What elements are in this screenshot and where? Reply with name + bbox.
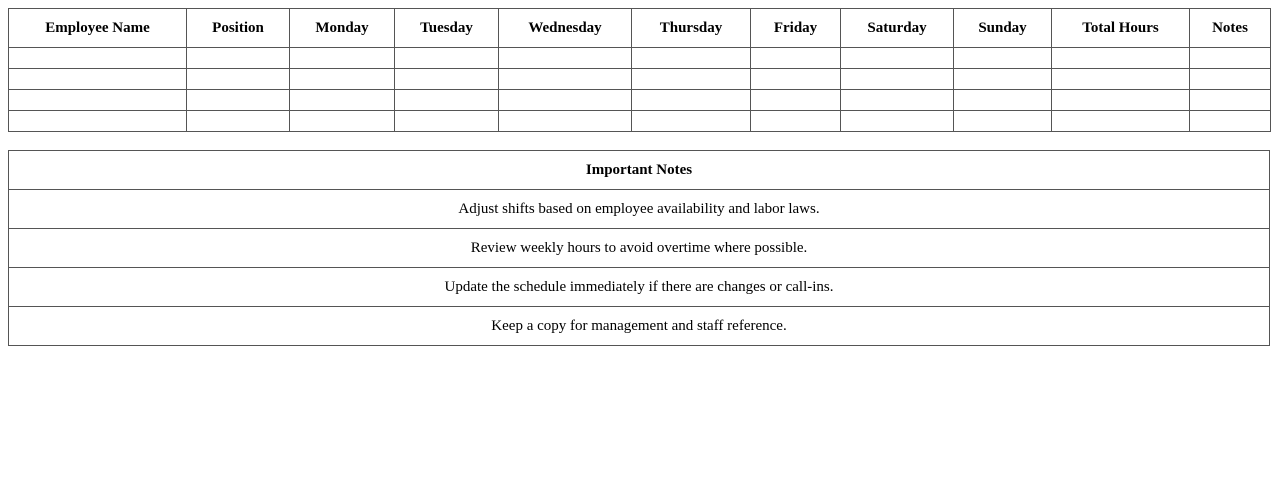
important-notes-table [8, 150, 1270, 346]
cell-notes[interactable] [1190, 69, 1271, 90]
header-saturday: Saturday [841, 9, 954, 48]
notes-header-row [9, 151, 1270, 190]
cell-thursday[interactable] [632, 48, 751, 69]
table-row [9, 69, 1271, 90]
note-text: Adjust shifts based on employee availability and labor laws. [9, 190, 1270, 229]
table-row [9, 90, 1271, 111]
notes-title: Important Notes [9, 151, 1270, 190]
cell-tuesday[interactable] [395, 111, 499, 132]
header-tuesday: Tuesday [395, 9, 499, 48]
cell-monday[interactable] [290, 90, 395, 111]
cell-position[interactable] [187, 111, 290, 132]
cell-sunday[interactable] [954, 48, 1052, 69]
header-position: Position [187, 9, 290, 48]
cell-wednesday[interactable] [499, 48, 632, 69]
cell-position[interactable] [187, 90, 290, 111]
cell-employee-name[interactable] [9, 111, 187, 132]
cell-position[interactable] [187, 48, 290, 69]
schedule-table [8, 8, 1271, 132]
cell-position[interactable] [187, 69, 290, 90]
cell-employee-name[interactable] [9, 48, 187, 69]
cell-total-hours[interactable] [1052, 48, 1190, 69]
cell-tuesday[interactable] [395, 90, 499, 111]
cell-wednesday[interactable] [499, 69, 632, 90]
cell-employee-name[interactable] [9, 69, 187, 90]
cell-total-hours[interactable] [1052, 69, 1190, 90]
cell-notes[interactable] [1190, 48, 1271, 69]
cell-tuesday[interactable] [395, 69, 499, 90]
cell-thursday[interactable] [632, 69, 751, 90]
header-notes: Notes [1190, 9, 1271, 48]
header-sunday: Sunday [954, 9, 1052, 48]
note-text: Review weekly hours to avoid overtime where possible. [9, 229, 1270, 268]
cell-notes[interactable] [1190, 111, 1271, 132]
cell-monday[interactable] [290, 111, 395, 132]
cell-sunday[interactable] [954, 111, 1052, 132]
cell-saturday[interactable] [841, 90, 954, 111]
table-row [9, 111, 1271, 132]
list-item [9, 268, 1270, 307]
cell-saturday[interactable] [841, 111, 954, 132]
list-item [9, 229, 1270, 268]
list-item [9, 190, 1270, 229]
cell-notes[interactable] [1190, 90, 1271, 111]
cell-monday[interactable] [290, 69, 395, 90]
list-item [9, 307, 1270, 346]
cell-employee-name[interactable] [9, 90, 187, 111]
header-employee-name: Employee Name [9, 9, 187, 48]
cell-saturday[interactable] [841, 69, 954, 90]
cell-monday[interactable] [290, 48, 395, 69]
cell-wednesday[interactable] [499, 111, 632, 132]
cell-thursday[interactable] [632, 111, 751, 132]
cell-friday[interactable] [751, 111, 841, 132]
cell-friday[interactable] [751, 48, 841, 69]
note-text: Update the schedule immediately if there are changes or call-ins. [9, 268, 1270, 307]
header-total-hours: Total Hours [1052, 9, 1190, 48]
cell-total-hours[interactable] [1052, 90, 1190, 111]
cell-sunday[interactable] [954, 69, 1052, 90]
cell-tuesday[interactable] [395, 48, 499, 69]
note-text: Keep a copy for management and staff reference. [9, 307, 1270, 346]
cell-sunday[interactable] [954, 90, 1052, 111]
cell-saturday[interactable] [841, 48, 954, 69]
cell-total-hours[interactable] [1052, 111, 1190, 132]
header-thursday: Thursday [632, 9, 751, 48]
schedule-header-row [9, 9, 1271, 48]
cell-wednesday[interactable] [499, 90, 632, 111]
cell-friday[interactable] [751, 90, 841, 111]
header-monday: Monday [290, 9, 395, 48]
cell-thursday[interactable] [632, 90, 751, 111]
header-friday: Friday [751, 9, 841, 48]
table-row [9, 48, 1271, 69]
cell-friday[interactable] [751, 69, 841, 90]
header-wednesday: Wednesday [499, 9, 632, 48]
